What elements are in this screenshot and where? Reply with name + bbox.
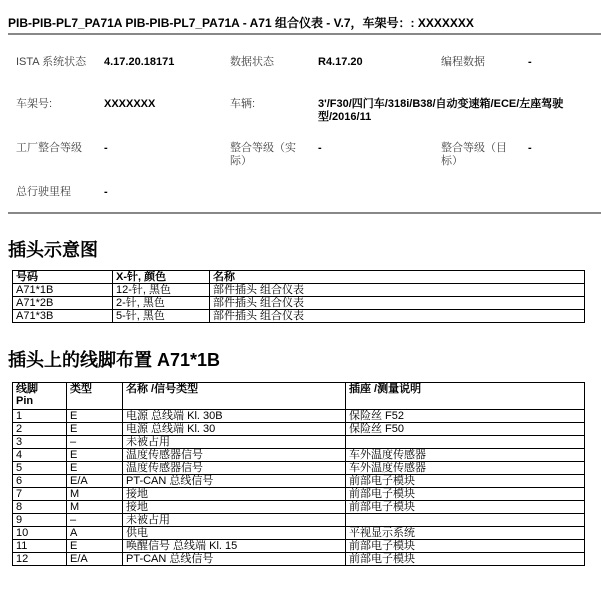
pin-number: 6 [13, 475, 67, 488]
pin-type: E/A [67, 553, 123, 566]
target-level-value: - [528, 142, 532, 154]
programming-data-label: 编程数据 [441, 56, 485, 68]
connector-table-header [13, 271, 585, 284]
pin-measurement: 前部电子模块 [346, 501, 585, 514]
table-row [13, 501, 585, 514]
connector-pins: 2-针, 黑色 [113, 297, 210, 310]
table-row [13, 284, 585, 297]
mileage-value: - [104, 186, 108, 198]
pin-measurement [346, 514, 585, 527]
pin-signal: 未被占用 [123, 514, 346, 527]
pin-measurement: 车外温度传感器 [346, 462, 585, 475]
pin-type: M [67, 488, 123, 501]
table-row [13, 297, 585, 310]
table-row [13, 423, 585, 436]
pin-signal: 温度传感器信号 [123, 462, 346, 475]
connector-name: 部件插头 组合仪表 [210, 284, 585, 297]
pin-type: E [67, 540, 123, 553]
column-header: X-针, 颜色 [113, 271, 210, 284]
pin-signal: 未被占用 [123, 436, 346, 449]
pin-type: E [67, 423, 123, 436]
table-row [13, 527, 585, 540]
connector-id: A71*1B [13, 284, 113, 297]
connector-name: 部件插头 组合仪表 [210, 297, 585, 310]
vehicle-value: 3'/F30/四门车/318i/B38/自动变速箱/ECE/左座驾驶型/2016/11 [318, 98, 564, 123]
vin-label: 车架号: [16, 98, 53, 110]
pin-number: 4 [13, 449, 67, 462]
factory-level-label: 工厂整合等级 [16, 142, 82, 154]
pin-signal: 电源 总线端 Kl. 30 [123, 423, 346, 436]
pin-number: 7 [13, 488, 67, 501]
pin-measurement: 保险丝 F50 [346, 423, 585, 436]
pin-measurement: 平视显示系统 [346, 527, 585, 540]
connector-section-title: 插头示意图 [8, 240, 98, 260]
pin-type: E [67, 449, 123, 462]
pin-table [12, 382, 585, 566]
data-status-label: 数据状态 [230, 56, 274, 68]
connector-pins: 5-针, 黑色 [113, 310, 210, 323]
pin-type: M [67, 501, 123, 514]
pin-number: 12 [13, 553, 67, 566]
table-row [13, 553, 585, 566]
pin-type: A [67, 527, 123, 540]
actual-level-value: - [318, 142, 322, 154]
data-status-value: R4.17.20 [318, 56, 363, 68]
vin-value: XXXXXXX [104, 98, 156, 110]
pin-signal: PT-CAN 总线信号 [123, 475, 346, 488]
mileage-label: 总行驶里程 [16, 186, 71, 198]
column-header: 类型 [67, 383, 123, 410]
pin-measurement: 前部电子模块 [346, 553, 585, 566]
pin-number: 8 [13, 501, 67, 514]
pin-measurement: 前部电子模块 [346, 475, 585, 488]
actual-level-label: 整合等级（实际） [230, 142, 296, 167]
pin-table-header [13, 383, 585, 410]
pin-measurement: 前部电子模块 [346, 540, 585, 553]
connector-name: 部件插头 组合仪表 [210, 310, 585, 323]
table-row [13, 488, 585, 501]
column-header: 线脚 Pin [13, 383, 67, 410]
table-row [13, 310, 585, 323]
pin-number: 11 [13, 540, 67, 553]
pin-signal: 接地 [123, 501, 346, 514]
pin-section-title: 插头上的线脚布置 A71*1B [8, 350, 221, 370]
table-row [13, 410, 585, 423]
pin-number: 10 [13, 527, 67, 540]
table-row [13, 514, 585, 527]
pin-number: 5 [13, 462, 67, 475]
connector-id: A71*3B [13, 310, 113, 323]
column-header: 号码 [13, 271, 113, 284]
pin-number: 9 [13, 514, 67, 527]
connector-id: A71*2B [13, 297, 113, 310]
table-row [13, 540, 585, 553]
pin-signal: 电源 总线端 Kl. 30B [123, 410, 346, 423]
pin-measurement: 车外温度传感器 [346, 449, 585, 462]
pin-type: E [67, 410, 123, 423]
target-level-label: 整合等级（目标） [441, 142, 507, 167]
pin-signal: 供电 [123, 527, 346, 540]
pin-signal: 接地 [123, 488, 346, 501]
programming-data-value: - [528, 56, 532, 68]
table-row [13, 462, 585, 475]
header-divider [8, 33, 601, 35]
pin-type: E/A [67, 475, 123, 488]
connector-table [12, 270, 585, 323]
column-header: 名称 [210, 271, 585, 284]
pin-number: 2 [13, 423, 67, 436]
pin-number: 1 [13, 410, 67, 423]
pin-type: – [67, 514, 123, 527]
table-row [13, 475, 585, 488]
vehicle-label: 车辆: [230, 98, 256, 110]
pin-measurement: 前部电子模块 [346, 488, 585, 501]
connector-pins: 12-针, 黑色 [113, 284, 210, 297]
pin-table-body [13, 410, 585, 566]
info-divider [8, 212, 601, 214]
pin-number: 3 [13, 436, 67, 449]
ista-status-value: 4.17.20.18171 [104, 56, 175, 68]
pin-signal: PT-CAN 总线信号 [123, 553, 346, 566]
pin-type: – [67, 436, 123, 449]
pin-signal: 温度传感器信号 [123, 449, 346, 462]
document-header: PIB-PIB-PL7_PA71A PIB-PIB-PL7_PA71A - A71 组合仪表 - V.7，车架号：: XXXXXXX [8, 16, 474, 30]
table-row [13, 449, 585, 462]
pin-type: E [67, 462, 123, 475]
column-header: 名称 /信号类型 [123, 383, 346, 410]
pin-measurement: 保险丝 F52 [346, 410, 585, 423]
pin-measurement [346, 436, 585, 449]
ista-status-label: ISTA 系统状态 [16, 56, 87, 68]
factory-level-value: - [104, 142, 108, 154]
table-row [13, 436, 585, 449]
column-header: 插座 /测量说明 [346, 383, 585, 410]
pin-signal: 唤醒信号 总线端 Kl. 15 [123, 540, 346, 553]
